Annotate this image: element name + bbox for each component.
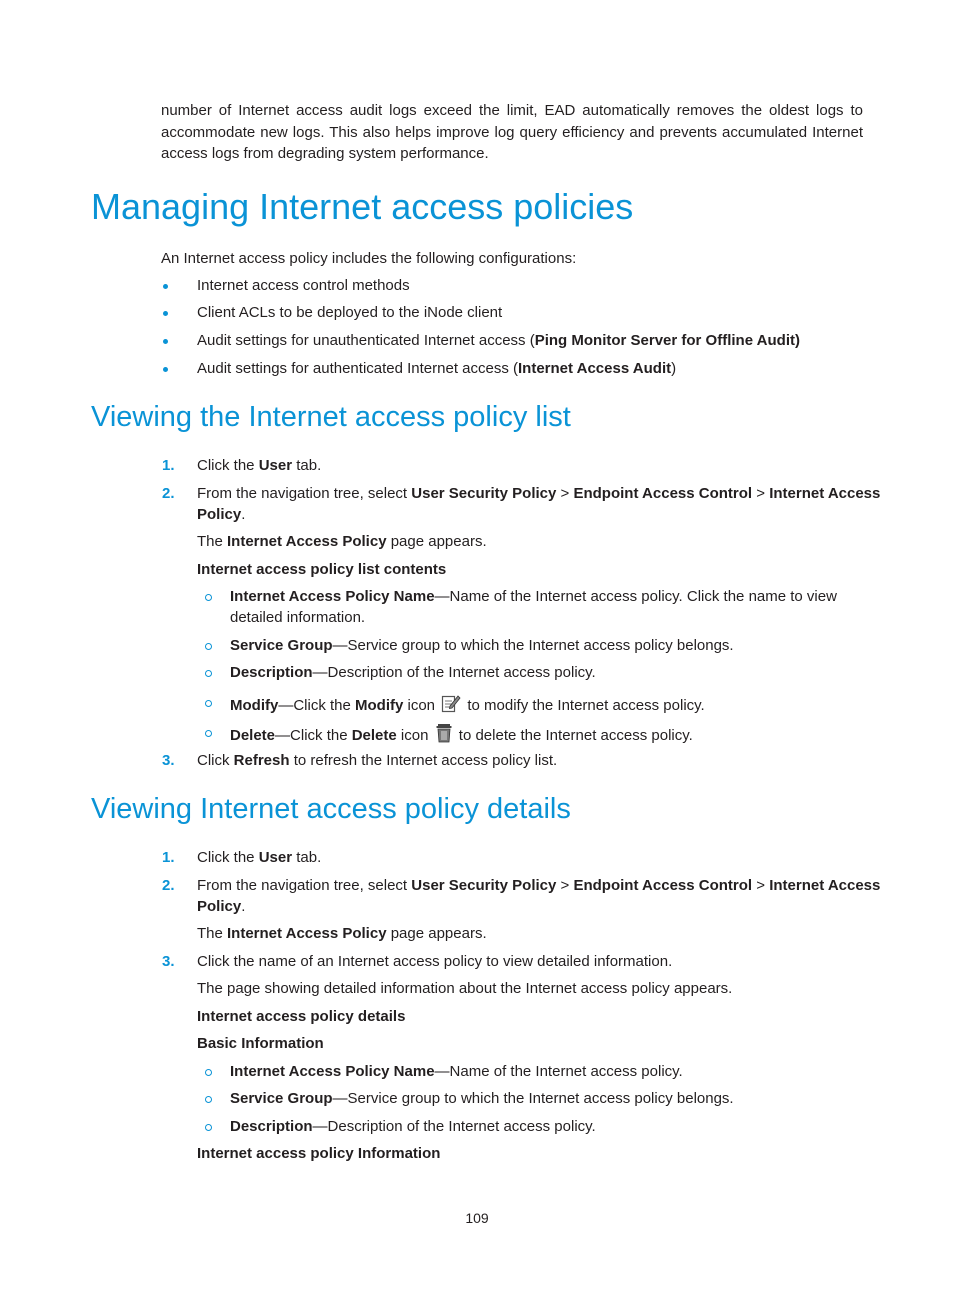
step-text-continued: Policy.: [197, 898, 246, 915]
circle-bullet-icon: [205, 594, 212, 601]
edit-icon: [441, 693, 461, 719]
bullet-icon: [163, 284, 168, 289]
step-text: Click the name of an Internet access policy to view detailed information.: [197, 953, 673, 970]
list-item: Description—Description of the Internet access policy.: [230, 664, 596, 681]
section1-lead: An Internet access policy includes the following configurations:: [161, 250, 577, 267]
step-text: From the navigation tree, select User Security Policy > Endpoint Access Control > Internet Access: [197, 877, 881, 894]
policy-info-heading: Internet access policy Information: [197, 1145, 441, 1162]
bullet-icon: [163, 367, 168, 372]
step-number: 2.: [162, 877, 175, 894]
step-text: Click the User tab.: [197, 849, 322, 866]
step-result: The Internet Access Policy page appears.: [197, 925, 487, 942]
step-result: The page showing detailed information about the Internet access policy appears.: [197, 980, 733, 997]
circle-bullet-icon: [205, 1096, 212, 1103]
list-item: Modify—Click the Modify icon to modify the Internet access policy.: [230, 693, 705, 719]
bullet-icon: [163, 339, 168, 344]
circle-bullet-icon: [205, 1124, 212, 1131]
list-item: Service Group—Service group to which the Internet access policy belongs.: [230, 637, 734, 654]
list-item: Audit settings for unauthenticated Internet access (Ping Monitor Server for Offline Audit): [197, 332, 800, 349]
list-item: Delete—Click the Delete icon to delete the Internet access policy.: [230, 723, 693, 749]
details-heading: Internet access policy details: [197, 1008, 406, 1025]
bullet-icon: [163, 311, 168, 316]
circle-bullet-icon: [205, 730, 212, 737]
section-title-policy-details: Viewing Internet access policy details: [91, 793, 571, 825]
intro-paragraph: number of Internet access audit logs exceed the limit, EAD automatically removes the oldest logs to accommodate new logs. This also helps improve log query efficiency and prevents accumulated Internet access logs from degrading system performance.: [161, 102, 863, 162]
list-item-continued: detailed information.: [230, 609, 366, 626]
basic-info-heading: Basic Information: [197, 1035, 324, 1052]
step-text-continued: Policy.: [197, 506, 246, 523]
step-number: 3.: [162, 752, 175, 769]
list-item: Client ACLs to be deployed to the iNode client: [197, 304, 503, 321]
list-item: Description—Description of the Internet access policy.: [230, 1118, 596, 1135]
section-title-policy-list: Viewing the Internet access policy list: [91, 401, 571, 433]
list-item: Internet Access Policy Name—Name of the Internet access policy.: [230, 1063, 683, 1080]
section-title-managing-policies: Managing Internet access policies: [91, 186, 634, 227]
step-text: From the navigation tree, select User Security Policy > Endpoint Access Control > Internet Access: [197, 485, 881, 502]
circle-bullet-icon: [205, 643, 212, 650]
circle-bullet-icon: [205, 700, 212, 707]
step-number: 2.: [162, 485, 175, 502]
step-text: Click Refresh to refresh the Internet access policy list.: [197, 752, 558, 769]
step-result: The Internet Access Policy page appears.: [197, 533, 487, 550]
step-text: Click the User tab.: [197, 457, 322, 474]
circle-bullet-icon: [205, 1069, 212, 1076]
list-contents-heading: Internet access policy list contents: [197, 561, 447, 578]
step-number: 1.: [162, 849, 175, 866]
step-number: 1.: [162, 457, 175, 474]
list-item: Audit settings for authenticated Internet access (Internet Access Audit): [197, 360, 677, 377]
trash-icon: [435, 723, 453, 749]
list-item: Internet Access Policy Name—Name of the Internet access policy. Click the name to view: [230, 588, 837, 605]
step-number: 3.: [162, 953, 175, 970]
circle-bullet-icon: [205, 670, 212, 677]
list-item: Service Group—Service group to which the Internet access policy belongs.: [230, 1090, 734, 1107]
page-number: 109: [465, 1210, 489, 1226]
list-item: Internet access control methods: [197, 277, 410, 294]
